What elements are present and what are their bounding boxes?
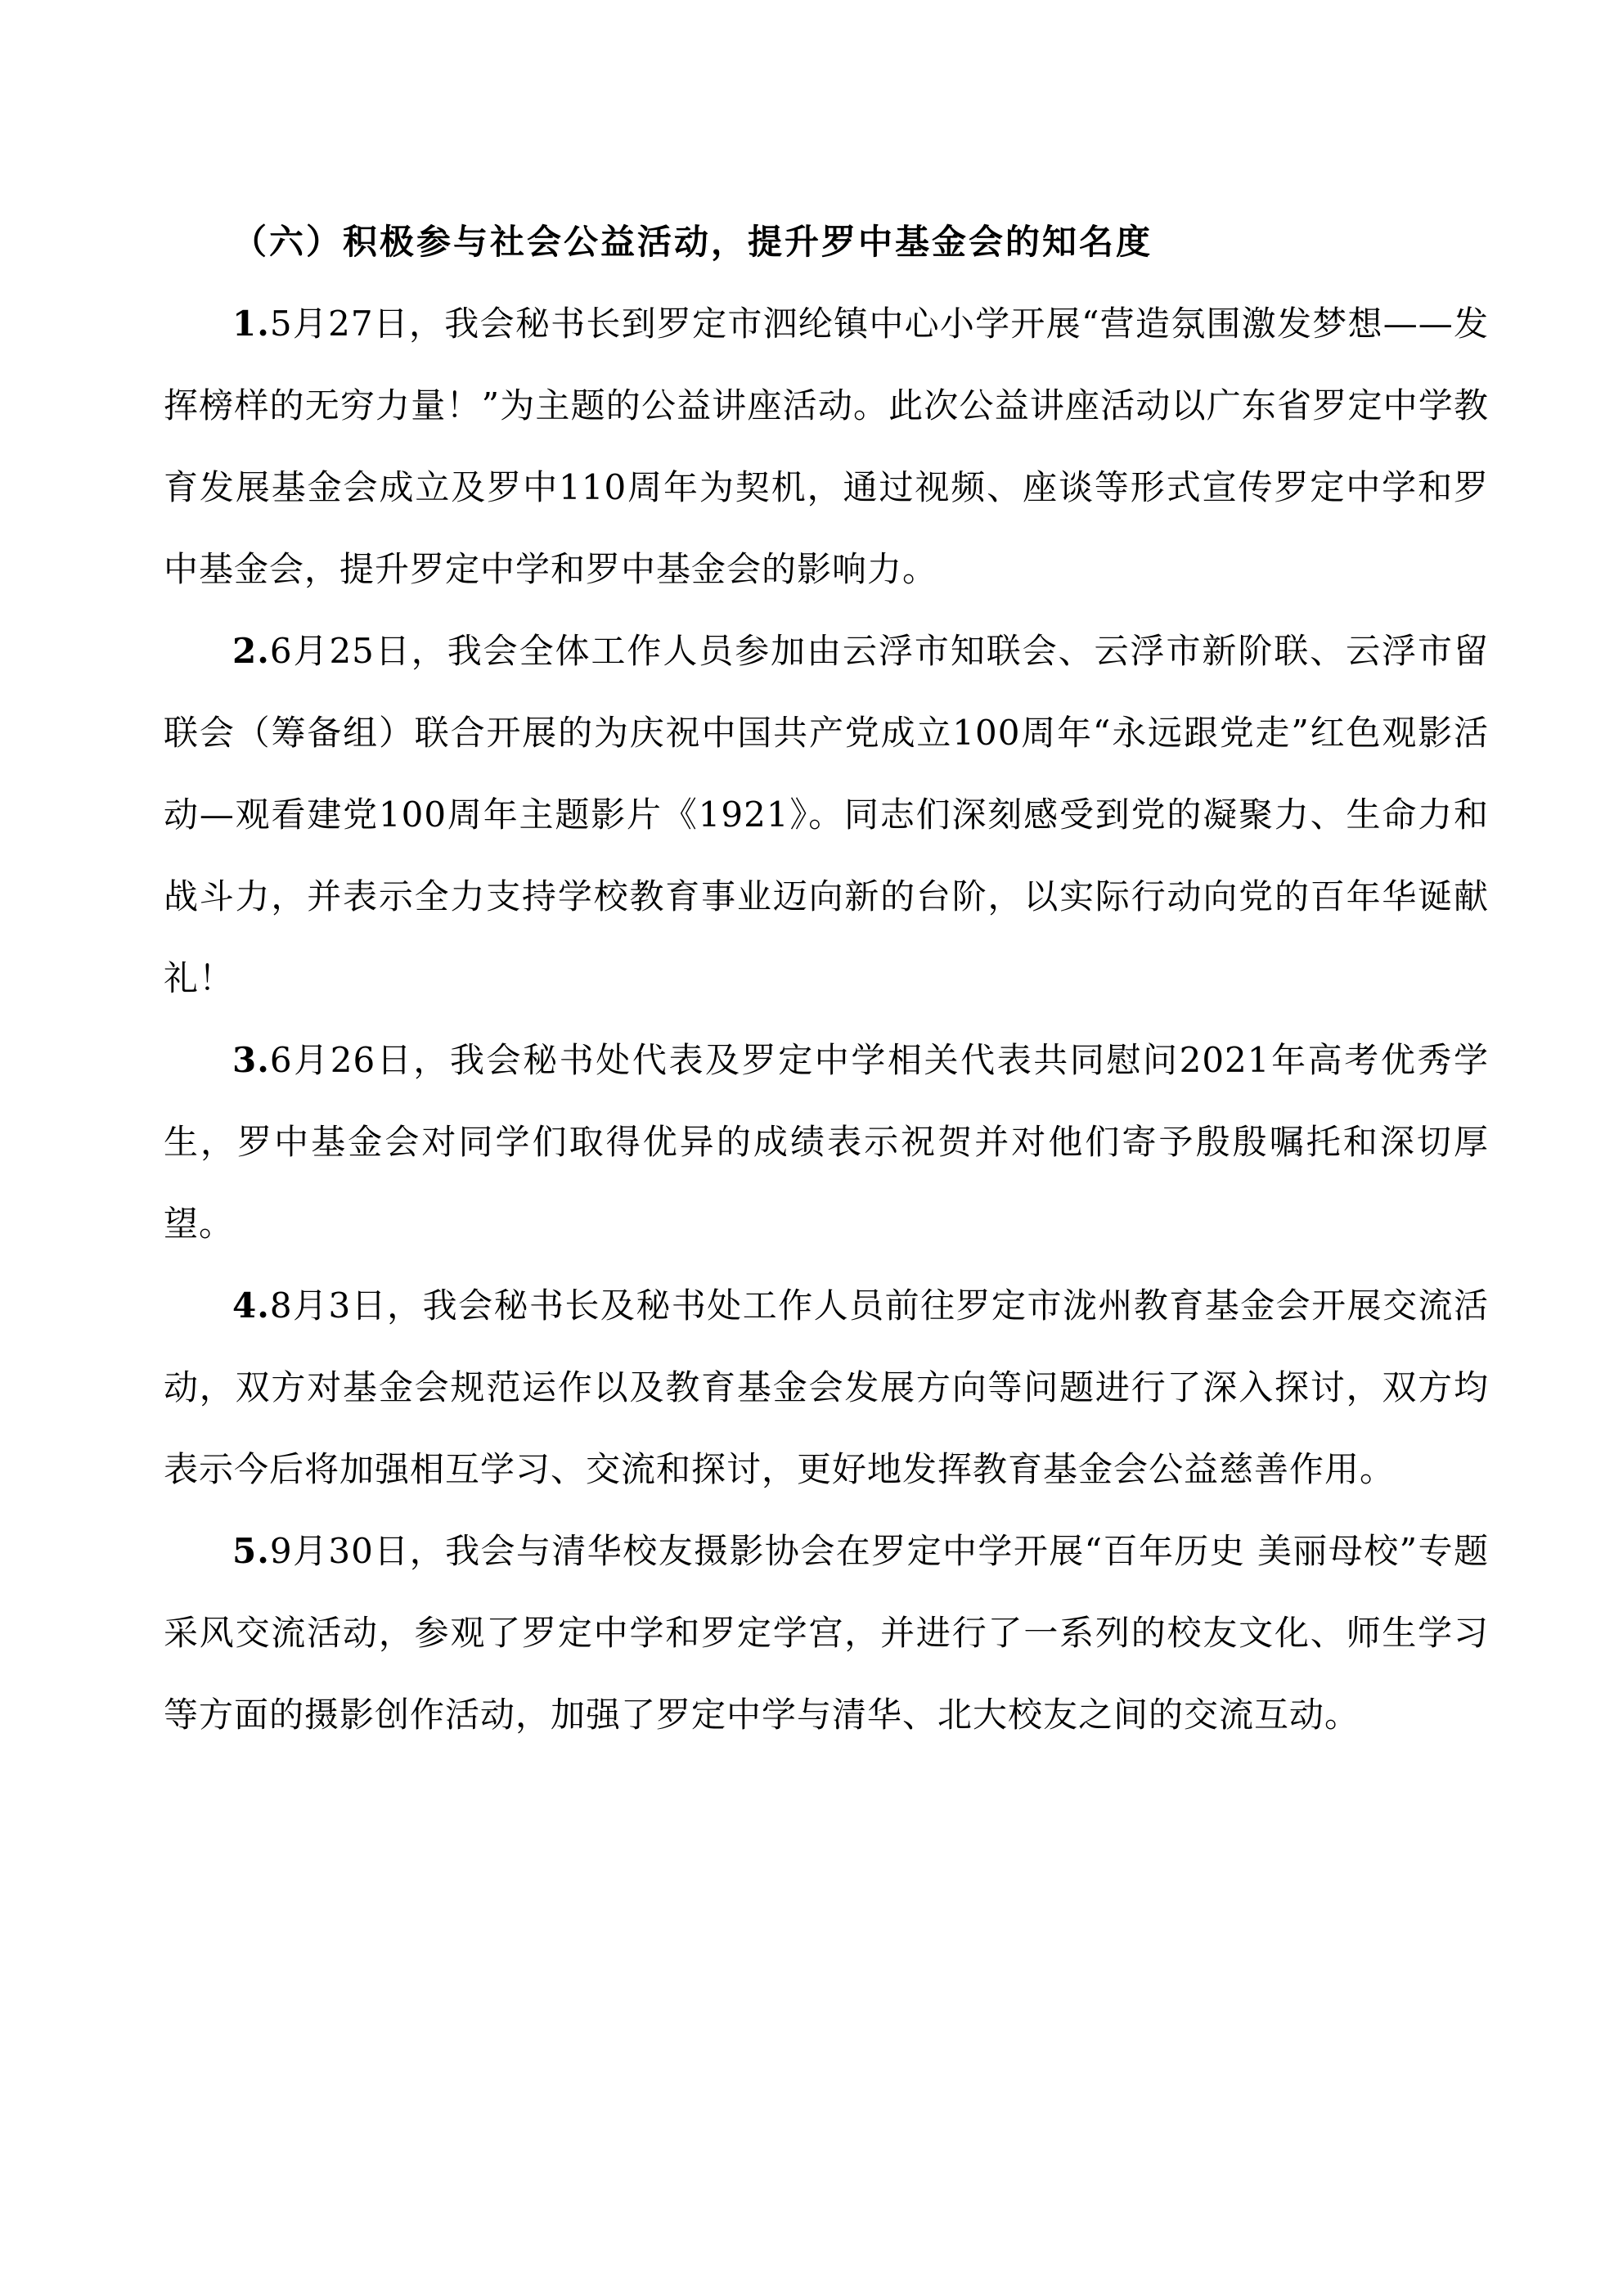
paragraph-text: 6月26日，我会秘书处代表及罗定中学相关代表共同慰问2021年高考优秀学生，罗中基金会对同学们取得优异的成绩表示祝贺并对他们寄予殷殷嘱托和深切厚望。: [164, 1040, 1489, 1244]
paragraph-text: 6月25日，我会全体工作人员参加由云浮市知联会、云浮市新阶联、云浮市留联会（筹备组）联合开展的为庆祝中国共产党成立100周年“永远跟党走”红色观影活动—观看建党100周年主题影片《1921》。同志们深刻感受到党的凝聚力、生命力和战斗力，并表示全力支持学校教育事业迈向新的台阶，以实际行动向党的百年华诞献礼！: [164, 631, 1489, 998]
paragraph-3: [164, 1020, 1489, 1265]
paragraph-2: [164, 610, 1489, 1020]
paragraph-4: [164, 1265, 1489, 1510]
section-heading: （六）积极参与社会公益活动，提升罗中基金会的知名度: [232, 222, 1153, 262]
paragraph-number: 1.: [232, 304, 270, 344]
paragraph-number: 4.: [232, 1285, 270, 1326]
paragraph-number: 3.: [232, 1040, 270, 1080]
paragraph-number: 5.: [232, 1531, 270, 1571]
document-body: [164, 201, 1489, 1756]
paragraph-5: [164, 1510, 1489, 1756]
paragraph-text: 9月30日，我会与清华校友摄影协会在罗定中学开展“百年历史 美丽母校”专题采风交流活动，参观了罗定中学和罗定学宫，并进行了一系列的校友文化、师生学习等方面的摄影创作活动，加强了罗定中学与清华、北大校友之间的交流互动。: [164, 1531, 1489, 1735]
paragraph-text: 5月27日，我会秘书长到罗定市泗纶镇中心小学开展“营造氛围激发梦想——发挥榜样的无穷力量！”为主题的公益讲座活动。此次公益讲座活动以广东省罗定中学教育发展基金会成立及罗中110周年为契机，通过视频、座谈等形式宣传罗定中学和罗中基金会，提升罗定中学和罗中基金会的影响力。: [164, 304, 1489, 589]
paragraph-number: 2.: [232, 631, 270, 671]
paragraph-text: 8月3日，我会秘书长及秘书处工作人员前往罗定市泷州教育基金会开展交流活动，双方对基金会规范运作以及教育基金会发展方向等问题进行了深入探讨，双方均表示今后将加强相互学习、交流和探讨，更好地发挥教育基金会公益慈善作用。: [164, 1285, 1489, 1489]
paragraph-1: [164, 283, 1489, 610]
